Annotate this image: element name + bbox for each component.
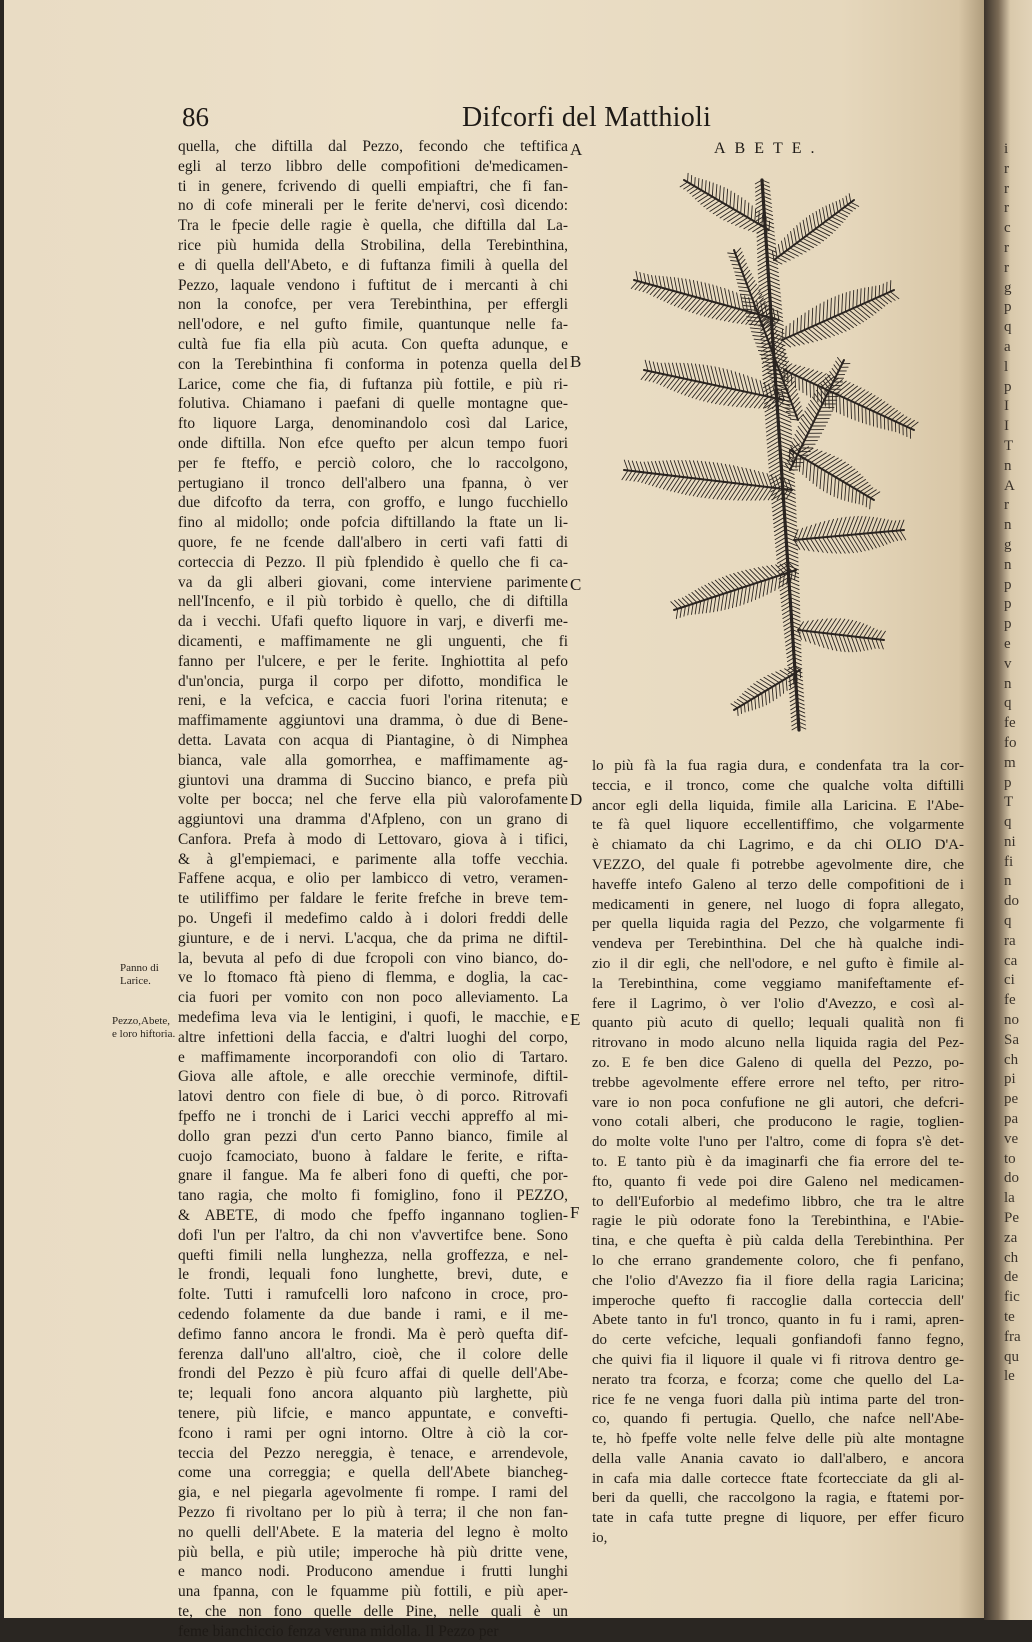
text-line: non la conofce, per vera Terebinthina, per effergli bbox=[178, 296, 568, 314]
gutter-fragment: do bbox=[1004, 1170, 1019, 1187]
text-line: maffimamente aggiuntovi una dramma, ò due di Bene- bbox=[178, 712, 568, 730]
text-line: aggiuntovi una dramma d'Afpleno, con un grano di bbox=[178, 811, 568, 829]
gutter-fragment: to bbox=[1004, 1150, 1016, 1167]
text-line: beri da quelli, che raccolgono la ragia, e ftatemi por- bbox=[592, 1490, 964, 1507]
gutter-fragment: p bbox=[1004, 576, 1012, 593]
text-line: nell'odore, e nel gufto fimile, quantunque nelle fa- bbox=[178, 316, 568, 334]
text-line: Pezzo, laquale vendono i fuftitut de i mercanti à chi bbox=[178, 276, 568, 294]
text-line: io, bbox=[592, 1530, 608, 1547]
text-line: fpeffo ne i tronchi de i Larici vecchi appreffo al mi- bbox=[178, 1108, 568, 1126]
text-line: ancor egli della liquida, fimile alla Laricina. E l'Abe- bbox=[592, 797, 964, 814]
text-line: te, hò fpeffe volte nelle felve delle più alte montagne bbox=[592, 1431, 964, 1448]
text-line: la Terebinthina, come veggiamo manifeftamente ef- bbox=[592, 975, 964, 992]
text-line: Tra le fpecie delle ragie è quella, che diftilla dal La- bbox=[178, 217, 568, 235]
text-line: una fpanna, con le fquamme più fottili, e più aper- bbox=[178, 1583, 568, 1601]
gutter-fragment: I bbox=[1004, 418, 1009, 435]
text-line: da i vecchi. Ufafi quefto liquore in varj, e diverfi me- bbox=[178, 613, 568, 631]
text-line: lo che errano grandemente coloro, che fi penfano, bbox=[592, 1252, 964, 1269]
gutter-fragment: fra bbox=[1004, 1328, 1021, 1345]
gutter-fragment: m bbox=[1004, 754, 1016, 771]
text-line: fere il Lagrimo, ò ver l'olio d'Avezzo, e così al- bbox=[592, 995, 964, 1012]
text-line: quella, che diftilla dal Pezzo, fecondo che teftifica bbox=[178, 138, 568, 155]
text-line: giuntovi una dramma di Succino bianco, e prefa più bbox=[178, 771, 568, 789]
page-number: 86 bbox=[182, 102, 209, 132]
text-line: fanno per l'ulcere, e per le ferite. Inghiottita al pefo bbox=[178, 652, 568, 670]
text-line: & à gl'empiemaci, e parimente alla toffe vecchia. bbox=[178, 850, 568, 868]
text-line: vono cotali alberi, che producono le ragie, toglien- bbox=[592, 1114, 964, 1131]
text-line: teccia del Pezzo nereggia, è tenace, e arrendevole, bbox=[178, 1444, 568, 1462]
left-text-column bbox=[178, 137, 568, 1642]
gutter-fragment: T bbox=[1004, 794, 1014, 811]
text-line: le frondi, lequali fono lunghette, brevi, dute, e bbox=[178, 1266, 568, 1284]
text-line: per fe fteffo, e perciò coloro, che lo raccolgono, bbox=[178, 454, 568, 472]
text-line: no di cofe minerali per le ferite de'nervi, così dicendo: bbox=[178, 197, 568, 215]
gutter-fragment: no bbox=[1004, 1012, 1019, 1029]
gutter-fragment: r bbox=[1004, 497, 1009, 514]
gutter-fragment: qu bbox=[1004, 1348, 1019, 1365]
text-line: Faffene acqua, e olio per lambicco di vetro, veramen- bbox=[178, 870, 568, 888]
gutter-fragment: fi bbox=[1004, 853, 1014, 870]
text-line: bianca, vale alla gomorrhea, e maffimamente ag- bbox=[178, 751, 568, 769]
text-line: zo. E fe ben dice Galeno di quella del Pezzo, po- bbox=[592, 1054, 964, 1071]
gutter-fragment: g bbox=[1004, 279, 1012, 296]
gutter-fragment: r bbox=[1004, 259, 1009, 276]
gutter-fragment: p bbox=[1004, 378, 1012, 395]
text-line: detta. Lavata con acqua di Piantagine, ò di Nimphea bbox=[178, 731, 568, 749]
plate-title: ABETE. bbox=[714, 140, 824, 157]
text-line: rice fe ne venga fuori dalla più intima parte del tron- bbox=[592, 1391, 964, 1408]
text-line: e di quella dell'Abeto, e di fuftanza fimili à quella del bbox=[178, 256, 568, 274]
gutter-fragment: ni bbox=[1004, 833, 1016, 850]
gutter-fragment: fe bbox=[1004, 992, 1016, 1009]
text-line: cuojo fcamociato, buono à faldare le ferite, e rifta- bbox=[178, 1147, 568, 1165]
text-line: dofi l'un per l'altro, da chi non v'avvertifce bene. Sono bbox=[178, 1226, 568, 1244]
text-line: ritrovano in modo alcuno nella liquida ragia del Pez- bbox=[592, 1035, 964, 1052]
section-letter: A bbox=[570, 140, 583, 159]
margin-note-pezzo-abete: Pezzo,Abete, e loro hiftoria. bbox=[112, 1015, 176, 1040]
gutter-fragment: de bbox=[1004, 1269, 1019, 1286]
gutter-fragment: p bbox=[1004, 616, 1012, 633]
gutter-fragment: a bbox=[1004, 338, 1011, 355]
text-line: giunture, e de i nervi. L'acqua, che da prima ne diftil- bbox=[178, 929, 568, 947]
gutter-fragment: ve bbox=[1004, 1130, 1019, 1147]
text-line: nell'Incenfo, e il più torbido è quello, che di diftilla bbox=[178, 593, 568, 611]
gutter-fragment: Pe bbox=[1004, 1210, 1019, 1227]
text-line: VEZZO, del quale fi potrebbe agevolmente dire, che bbox=[592, 856, 964, 873]
gutter-fragment: pe bbox=[1004, 1091, 1019, 1108]
text-line: fino al midollo; onde pofcia diftillando la ftate un li- bbox=[178, 514, 568, 532]
text-line: che l'olio d'Avezzo fia il fiore della ragia Laricina; bbox=[592, 1272, 964, 1289]
text-line: tano ragia, che molto fi fomiglino, fono il PEZZO, bbox=[178, 1187, 568, 1205]
text-line: quore, fe ne fcende dall'albero in certi vafi fatti di bbox=[178, 533, 568, 551]
section-letter: B bbox=[570, 352, 582, 371]
text-line: cia fuori per vomito con non poco alleviamento. La bbox=[178, 989, 568, 1007]
gutter-fragment: q bbox=[1004, 913, 1012, 930]
text-line: corteccia di Pezzo. Il più fplendido è quello che fi ca- bbox=[178, 553, 568, 571]
gutter-fragment: c bbox=[1004, 220, 1011, 237]
text-line: & ABETE, di modo che fpeffo ingannano toglien- bbox=[178, 1207, 568, 1225]
text-line: pertugiano il tronco dell'albero una fpanna, ò ver bbox=[178, 474, 568, 492]
gutter-fragment: ca bbox=[1004, 952, 1018, 969]
text-line: fto, quanto fi vede poi dire Galeno nel medicamen- bbox=[592, 1173, 964, 1190]
text-line: medicamenti in genere, nel luogo di fopra allegato, bbox=[592, 896, 964, 913]
text-line: rice più humida della Strobilina, della Terebinthina, bbox=[178, 236, 568, 254]
text-line: egli al terzo libbro delle compofitioni de'medicamen- bbox=[178, 157, 568, 175]
gutter-fragment: p bbox=[1004, 774, 1012, 791]
text-line: che quivi fia il liquore il quale vi fi ritrova dentro ge- bbox=[592, 1351, 964, 1368]
gutter-fragment: za bbox=[1004, 1229, 1018, 1246]
gutter-fragment: i bbox=[1004, 141, 1009, 157]
text-line: no quelli dell'Abete. E la materia del legno è molto bbox=[178, 1523, 568, 1541]
text-line: volte per bocca; nel che ferve ella più valorofamente bbox=[178, 791, 568, 809]
gutter-fragment: q bbox=[1004, 814, 1012, 831]
text-line: te; lequali fono ancora alquanto più larghette, più bbox=[178, 1385, 568, 1403]
text-line: folte. Tutti i ramufcelli loro nafcono in croce, pro- bbox=[178, 1286, 568, 1304]
gutter-fragment: te bbox=[1004, 1309, 1015, 1326]
gutter-fragment: la bbox=[1004, 1190, 1015, 1207]
text-line: più bella, e più utile; imperoche hà più dritte vene, bbox=[178, 1543, 568, 1561]
gutter-fragment: do bbox=[1004, 893, 1019, 910]
text-line: vare io non poca confufione ne gli autori, che defcri- bbox=[592, 1094, 964, 1111]
text-line: quanto più acuto di quello; lequali qualità non fi bbox=[592, 1015, 964, 1032]
text-line: lo più fà la fua ragia dura, e condenfata tra la cor- bbox=[592, 758, 964, 774]
gutter-fragment: ch bbox=[1004, 1249, 1019, 1266]
text-line: to. E tanto più è da imaginarfi che fia errore del te- bbox=[592, 1153, 964, 1170]
gutter-fragment: q bbox=[1004, 695, 1012, 712]
text-line: tenere, più lifcie, e manco appuntate, e convefti- bbox=[178, 1405, 568, 1422]
text-line: Larice, come che fia, di fuftanza più fottile, e più ri- bbox=[178, 375, 568, 393]
text-line: te, che non fono quelle delle Pine, nelle quali è un bbox=[178, 1602, 568, 1620]
right-text-column bbox=[592, 757, 964, 1549]
text-line: gia, e nel piegarla agevolmente fi rompe. I rami del bbox=[178, 1484, 568, 1502]
gutter-fragment: pa bbox=[1004, 1111, 1019, 1128]
gutter-fragment: Sa bbox=[1004, 1031, 1019, 1048]
gutter-fragment: v bbox=[1004, 655, 1012, 672]
text-line: due difcofto da terra, con groffo, e lungo fucchiello bbox=[178, 494, 568, 512]
text-line: va da gli alberi giovani, come interviene parimente bbox=[178, 573, 568, 591]
gutter-fragment: n bbox=[1004, 457, 1012, 474]
text-line: defimo fanno ancora le frondi. Ma è però quefta dif- bbox=[178, 1325, 568, 1343]
gutter-fragment: A bbox=[1004, 477, 1015, 494]
text-line: Abete tanto in fu'l tronco, quanto in fu i rami, apren- bbox=[592, 1312, 964, 1329]
text-line: è chiamato da chi Lagrimo, e da chi OLIO D'A- bbox=[592, 837, 964, 854]
text-line: quefti fimili nella lunghezza, nella groffezza, e nel- bbox=[178, 1246, 568, 1264]
text-line: te utiliffimo per faldare le ferite frefche in breve tem- bbox=[178, 890, 568, 908]
text-line: come una correggia; e quella dell'Abete biancheg- bbox=[178, 1464, 568, 1482]
text-line: fto liquore Larga, denominandolo così dal Larice, bbox=[178, 415, 568, 433]
text-line: in cafa mia dalle cortecce ftate fcortecciate da gli al- bbox=[592, 1470, 964, 1487]
text-line: e maffimamente incorporandofi con olio di Tartaro. bbox=[178, 1048, 568, 1066]
text-line: imperoche quefto fi raccoglie dalla corteccia dell' bbox=[592, 1292, 964, 1309]
fir-branch-illustration bbox=[614, 170, 954, 745]
text-line: ragie le più odorate fono la Terebinthina, e l'Abie- bbox=[592, 1213, 964, 1230]
text-line: vendeva per Terebinthina. Del che hà qualche indi- bbox=[592, 936, 964, 953]
gutter-fragment: g bbox=[1004, 536, 1012, 553]
section-letter: E bbox=[570, 1010, 581, 1029]
next-page-edge-text bbox=[1004, 140, 1030, 1387]
page-title: Difcorfi del Matthioli bbox=[462, 102, 712, 133]
gutter-fragment: r bbox=[1004, 160, 1009, 177]
text-line: ferenza dall'uno all'altro, cioè, che il colore delle bbox=[178, 1345, 568, 1363]
gutter-fragment: e bbox=[1004, 635, 1011, 652]
text-line: d'un'oncia, purga il corpo per difotto, mondifica le bbox=[178, 672, 568, 690]
gutter-fragment: r bbox=[1004, 200, 1009, 217]
gutter-fragment: p bbox=[1004, 596, 1012, 613]
margin-note-panno: Panno di Larice. bbox=[120, 962, 159, 987]
gutter-fragment: r bbox=[1004, 180, 1009, 197]
text-line: cultà fue fia ella più acuta. Con quefta adunque, e bbox=[178, 335, 568, 353]
text-line: tate in cafa tutte pregne di liquore, per effer ficuro bbox=[592, 1510, 964, 1527]
gutter-fragment: ch bbox=[1004, 1051, 1019, 1068]
text-line: do molte volte l'uno per l'altro, come di fopra s'è det- bbox=[592, 1134, 964, 1151]
text-line: nerato tra fcorza, e fcorza; come che quello del La- bbox=[592, 1371, 964, 1388]
gutter-fragment: T bbox=[1004, 437, 1014, 454]
text-line: haveffe intefo Galeno al terzo delle compofitioni de i bbox=[592, 876, 964, 893]
text-line: frondi del Pezzo è più fcuro affai di quelle dell'Abe- bbox=[178, 1365, 568, 1383]
text-line: Pezzo fi rivoltano per lo più à terra; il che non fan- bbox=[178, 1503, 568, 1521]
text-line: cedendo folamente da due bande i rami, e il me- bbox=[178, 1306, 568, 1324]
text-line: trebbe agevolmente effere errore nel tefto, per ritro- bbox=[592, 1074, 964, 1091]
text-line: fcono i rami per ogni intorno. Oltre à ciò la cor- bbox=[178, 1424, 568, 1442]
text-line: dicamenti, e maffimamente ne gli unguenti, che fi bbox=[178, 632, 568, 650]
text-line: do certe vefciche, lequali gonfiandofi fanno fegno, bbox=[592, 1332, 964, 1349]
text-line: tina, e che quefta è più calda della Terebinthina. Per bbox=[592, 1233, 964, 1250]
text-line: to dell'Euforbio al medefimo libbro, che tra le altre bbox=[592, 1193, 964, 1210]
text-line: folutiva. Chiamano i paefani di quelle montagne que- bbox=[178, 395, 568, 413]
text-line: gnare il fangue. Ma fe alberi fono di quefti, che por- bbox=[178, 1167, 568, 1185]
gutter-fragment: I bbox=[1004, 398, 1009, 415]
text-line: della valle Anania cavato io dall'albero, e ancora bbox=[592, 1450, 964, 1467]
text-line: teccia, e il tronco, come che qualche volta diftilli bbox=[592, 777, 964, 794]
section-letter: D bbox=[570, 790, 583, 809]
gutter-fragment: p bbox=[1004, 299, 1012, 316]
gutter-fragment: fe bbox=[1004, 715, 1016, 732]
gutter-fragment: le bbox=[1004, 1368, 1015, 1385]
gutter-fragment: ra bbox=[1004, 932, 1016, 949]
text-line: per quella liquida ragia del Pezzo, che volgarmente fi bbox=[592, 916, 964, 933]
text-line: te fà quel liquore eccellentiffimo, che volgarmente bbox=[592, 817, 964, 834]
text-line: onde diftilla. Non efce quefto per alcun tempo fuori bbox=[178, 434, 568, 452]
gutter-fragment: n bbox=[1004, 873, 1012, 890]
gutter-fragment: n bbox=[1004, 556, 1012, 573]
text-line: con la Terebinthina fi conforma in potenza quella del bbox=[178, 355, 568, 373]
text-line: latovi dentro con fiele di bue, ò di porco. Ritrovafi bbox=[178, 1088, 568, 1106]
text-line: reni, e la vefcica, e caccia fuori l'orina ritenuta; e bbox=[178, 692, 568, 710]
book-page bbox=[4, 0, 988, 1640]
section-letter: C bbox=[570, 575, 582, 594]
text-line: dollo gran pezzi d'un certo Panno bianco, fimile al bbox=[178, 1127, 568, 1145]
gutter-fragment: n bbox=[1004, 675, 1012, 692]
text-line: Giova alle aftole, e alle orecchie verminofe, diftil- bbox=[178, 1068, 568, 1086]
gutter-fragment: pi bbox=[1004, 1071, 1016, 1088]
text-line: Canfora. Prefa à modo di Lettovaro, giova à i tifici, bbox=[178, 830, 568, 848]
gutter-fragment: ci bbox=[1004, 972, 1015, 989]
text-line: zio il dir egli, che nell'odore, e nel gufto è fimile al- bbox=[592, 955, 964, 972]
text-line: la, bevuta al pefo di due fcropoli con vino bianco, do- bbox=[178, 949, 568, 967]
gutter-fragment: q bbox=[1004, 319, 1012, 336]
gutter-fragment: r bbox=[1004, 239, 1009, 256]
running-head bbox=[182, 102, 722, 142]
text-line: medefima leva via le lentigini, i quofi, le macchie, e bbox=[178, 1009, 568, 1027]
text-line: e manco nodi. Producono amendue i frutti lunghi bbox=[178, 1563, 568, 1581]
gutter-fragment: fo bbox=[1004, 734, 1017, 751]
text-line: ve lo ftomaco ftà pieno di flemma, e doglia, la cac- bbox=[178, 969, 568, 987]
text-line: altre infettioni della faccia, e d'altri luoghi del corpo, bbox=[178, 1028, 568, 1046]
gutter-fragment: l bbox=[1004, 358, 1009, 375]
section-letter: F bbox=[570, 1203, 580, 1222]
text-line: ti in genere, fcrivendo di quelli empiaftri, che fi fan- bbox=[178, 177, 568, 195]
gutter-fragment: fic bbox=[1004, 1289, 1020, 1306]
gutter-fragment: n bbox=[1004, 517, 1012, 534]
text-line: co, quando fi pertugia. Quello, che nafce nell'Abe- bbox=[592, 1411, 964, 1428]
text-line: feme bianchiccio fenza veruna midolla. Il Pezzo per bbox=[178, 1622, 499, 1640]
text-line: po. Ungefi il medefimo caldo à i dolori freddi delle bbox=[178, 910, 568, 928]
